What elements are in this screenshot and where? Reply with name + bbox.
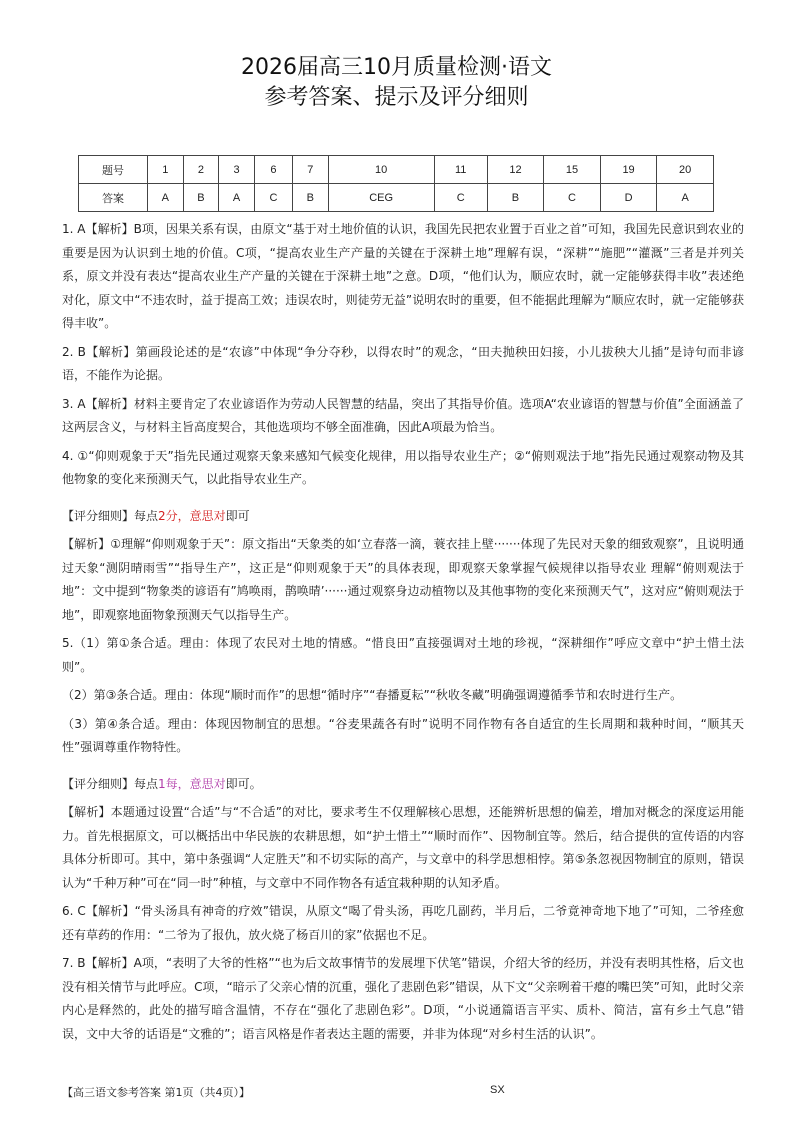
scoring-highlight: 2分，意思对 xyxy=(158,508,226,523)
answer-q6: 6. C【解析】“骨头汤具有神奇的疗效”错误，从原文“喝了骨头汤，再吃几副药，半月后，二爷竟神奇地下地了”可知，二爷痊愈还有草药的作用：“二爷为了报仇，放火烧了杨百川的家”依据也不足。 xyxy=(62,904,744,942)
table-cell: B xyxy=(293,184,329,212)
page-footer: 【高三语文参考答案 第1页（共4页）】 xyxy=(62,1086,250,1099)
table-cell: 6 xyxy=(254,156,292,184)
scoring-tail: 即可。 xyxy=(225,776,262,791)
answer-q5-part2: （2）第③条合适。理由：体现“顺时而作”的思想“循时序”“春播夏耘”“秋收冬藏”明确强调遵循季节和农时进行生产。 xyxy=(62,688,683,702)
answer-q5-part1: 5.（1）第①条合适。理由：体现了农民对土地的情感。“惜良田”直接强调对土地的珍视，“深耕细作”呼应文章中“护土惜土法则”。 xyxy=(62,636,744,674)
table-cell: 20 xyxy=(657,156,714,184)
table-cell: C xyxy=(254,184,292,212)
table-cell: 15 xyxy=(544,156,601,184)
scoring-highlight: 1每，意思对 xyxy=(158,776,226,791)
table-cell: 19 xyxy=(600,156,657,184)
exam-title: 2026届高三10月质量检测·语文 xyxy=(241,55,552,80)
answer-table xyxy=(78,155,714,212)
table-cell: A xyxy=(219,184,255,212)
question-number-row xyxy=(79,156,714,184)
explanations xyxy=(62,218,744,1051)
answer-q7: 7. B【解析】A项，“表明了大爷的性格”“也为后文故事情节的发展埋下伏笔”错误，介绍大爷的经历，并没有表明其性格，后文也没有相关情节与此呼应。C项，“暗示了父亲心情的沉重，强化了悲剧色彩”错误，从下文“父亲咧着干瘪的嘴巴笑”可知，此时父亲内心是释然的，此处的描写暗含温情，不存在“强化了悲剧色彩”。D项，“小说通篇语言平实、质朴、简洁，富有乡土气息”错误，文中大爷的话语是“文雅的”；语言风格是作者表达主题的需要，并非为体现“对乡村生活的认识”。 xyxy=(62,956,744,1041)
answer-q1: 1. A【解析】B项，因果关系有误，由原文“基于对土地价值的认识，我国先民把农业置于百业之首”可知，我国先民意识到农业的重要是因为认识到土地的价值。C项，“提高农业生产产量的关键在于深耕土地”理解有误，“深耕”“施肥”“灌溉”三者是并列关系，原文并没有表达“提高农业生产产量的关键在于深耕土地”之意。D项，“他们认为，顺应农时，就一定能够获得丰收”表述绝对化，原文中“不违农时，益于提高工效；违误农时，则徒劳无益”说明农时的重要，但不能据此理解为“顺应农时，就一定能够获得丰收”。 xyxy=(62,222,744,330)
scoring-label: 【评分细则】每点 xyxy=(62,776,159,791)
table-cell: 1 xyxy=(148,156,184,184)
table-cell: C xyxy=(434,184,487,212)
table-cell: A xyxy=(148,184,184,212)
table-cell: A xyxy=(657,184,714,212)
table-cell: C xyxy=(544,184,601,212)
scoring-rule-q4 xyxy=(62,505,744,529)
table-cell: CEG xyxy=(328,184,434,212)
answer-q4: 4. ①“仰则观象于天”指先民通过观察天象来感知气候变化规律，用以指导农业生产；②“俯则观法于地”指先民通过观察动物及其他物象的变化来预测天气，以此指导农业生产。 xyxy=(62,448,744,486)
table-cell: D xyxy=(600,184,657,212)
analysis-q5: 【解析】本题通过设置“合适”与“不合适”的对比，要求考生不仅理解核心思想，还能辨析思想的偏差，增加对概念的深度运用能力。首先根据原文，可以概括出中华民族的农耕思想，如“护土惜土”“顺时而作”、因物制宜等。然后，结合提供的宣传语的内容具体分析即可。其中，第中条强调“人定胜天”和不切实际的高产，与文章中的科学思想相悖。第⑤条忽视因物制宜的原则，错误认为“千种万种”可在“同一时”种植，与文章中不同作物各有适宜栽种期的认知矛盾。 xyxy=(62,805,744,890)
scoring-rule-q5 xyxy=(62,773,744,797)
table-cell: 10 xyxy=(328,156,434,184)
row-label-question: 题号 xyxy=(79,156,148,184)
footer-code: SX xyxy=(490,1084,505,1096)
exam-subtitle: 参考答案、提示及评分细则 xyxy=(264,85,529,110)
table-cell: 7 xyxy=(293,156,329,184)
scoring-tail: 即可 xyxy=(225,508,250,523)
table-cell: 3 xyxy=(219,156,255,184)
answer-q5-part3: （3）第④条合适。理由：体现因物制宜的思想。“谷麦果蔬各有时”说明不同作物有各自适宜的生长周期和栽种时间，“顺其天性”强调尊重作物特性。 xyxy=(62,716,744,754)
row-label-answer: 答案 xyxy=(79,184,148,212)
table-cell: 12 xyxy=(487,156,544,184)
answer-row xyxy=(79,184,714,212)
table-cell: 2 xyxy=(183,156,219,184)
table-cell: 11 xyxy=(434,156,487,184)
answer-q3: 3. A【解析】材料主要肯定了农业谚语作为劳动人民智慧的结晶，突出了其指导价值。选项A“农业谚语的智慧与价值”全面涵盖了这两层含义，与材料主旨高度契合，其他选项均不够全面准确，因此A项最为恰当。 xyxy=(62,396,744,434)
answer-q2: 2. B【解析】第画段论述的是“农谚”中体现“争分夺秒，以得农时”的观念，“田夫抛秧田妇接，小儿拔秧大儿插”是诗句而非谚语，不能作为论据。 xyxy=(62,344,744,382)
table-cell: B xyxy=(487,184,544,212)
table-cell: B xyxy=(183,184,219,212)
analysis-q4: 【解析】①理解“仰则观象于天”：原文指出“天象类的如‘立春落一滴，蓑衣挂上壁·······体现了先民对天象的细致观察”，且说明通过天象“测阴晴雨雪”“指导生产”，这正是“仰则观象于天”的具体表现，即观察天象掌握气候规律以指导农业 理解“俯则观法于地”：文中提到“物象类的谚语有”鸠唤雨，鹊唤晴’······通过观察身边动植物以及其他事物的变化来预测天气”，这对应“俯则观法于地”，即观察地面物象预测天气以指导生产。 xyxy=(62,537,744,622)
scoring-label: 【评分细则】每点 xyxy=(62,508,159,523)
